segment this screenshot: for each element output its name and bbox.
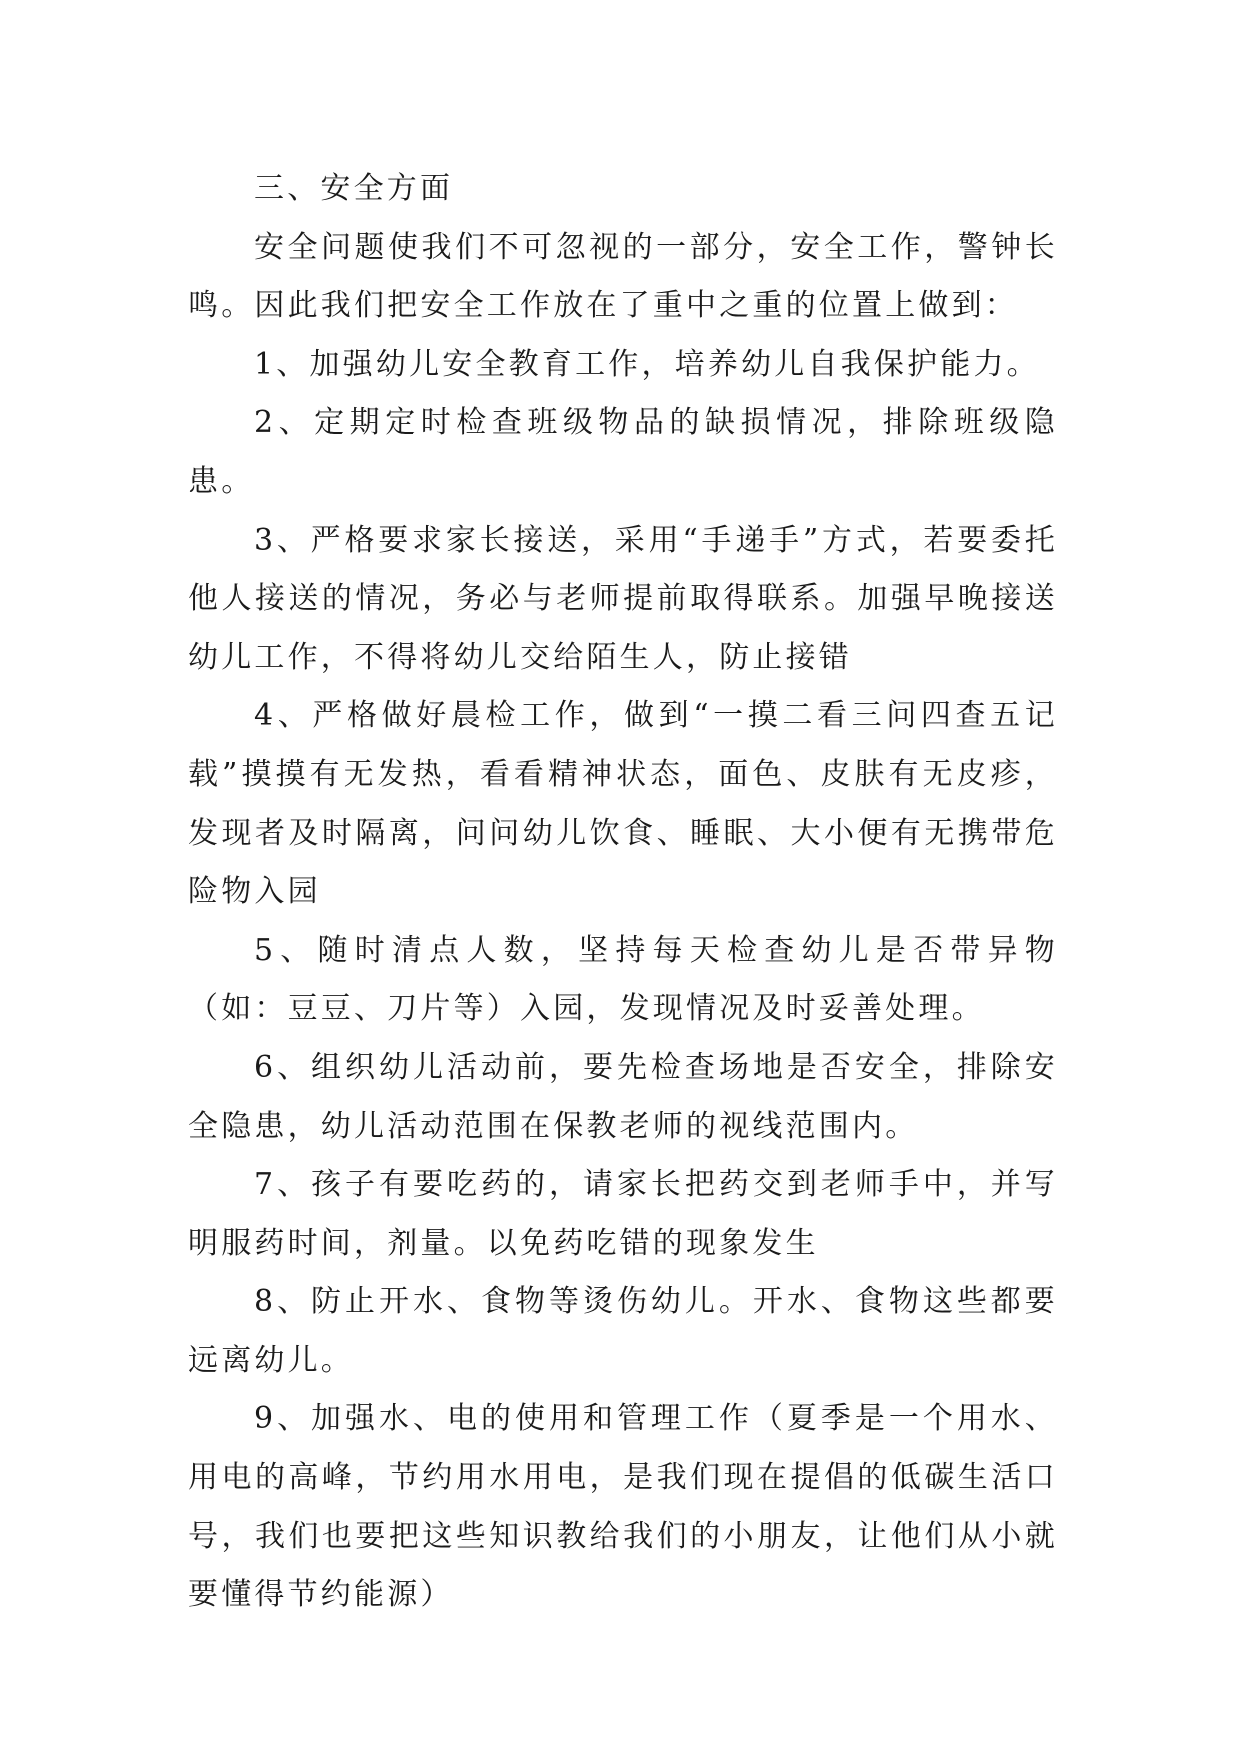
list-item-3: 3、严格要求家长接送，采用“手递手”方式，若要委托他人接送的情况，务必与老师提前取得联系。加强早晚接送幼儿工作，不得将幼儿交给陌生人，防止接错 (188, 522, 1058, 675)
document-body (188, 160, 1058, 1625)
list-item-4: 4、严格做好晨检工作，做到“一摸二看三问四查五记载”摸摸有无发热，看看精神状态，面色、皮肤有无皮疹，发现者及时隔离，问问幼儿饮食、睡眠、大小便有无携带危险物入园 (188, 698, 1058, 910)
list-item-2: 2、定期定时检查班级物品的缺损情况，排除班级隐患。 (188, 405, 1058, 499)
list-item-1: 1、加强幼儿安全教育工作，培养幼儿自我保护能力。 (254, 346, 1040, 382)
list-item-9: 9、加强水、电的使用和管理工作（夏季是一个用水、用电的高峰，节约用水用电，是我们现在提倡的低碳生活口号，我们也要把这些知识教给我们的小朋友，让他们从小就要懂得节约能源） (188, 1401, 1058, 1613)
intro-paragraph: 安全问题使我们不可忽视的一部分，安全工作，警钟长鸣。因此我们把安全工作放在了重中之重的位置上做到： (188, 229, 1058, 324)
list-item-6: 6、组织幼儿活动前，要先检查场地是否安全，排除安全隐患，幼儿活动范围在保教老师的视线范围内。 (188, 1049, 1058, 1144)
section-heading: 三、安全方面 (254, 171, 454, 206)
list-item-5: 5、随时清点人数，坚持每天检查幼儿是否带异物（如：豆豆、刀片等）入园，发现情况及时妥善处理。 (188, 932, 1058, 1027)
list-item-8: 8、防止开水、食物等烫伤幼儿。开水、食物这些都要远离幼儿。 (188, 1284, 1058, 1378)
list-item-7: 7、孩子有要吃药的，请家长把药交到老师手中，并写明服药时间，剂量。以免药吃错的现象发生 (188, 1167, 1058, 1261)
